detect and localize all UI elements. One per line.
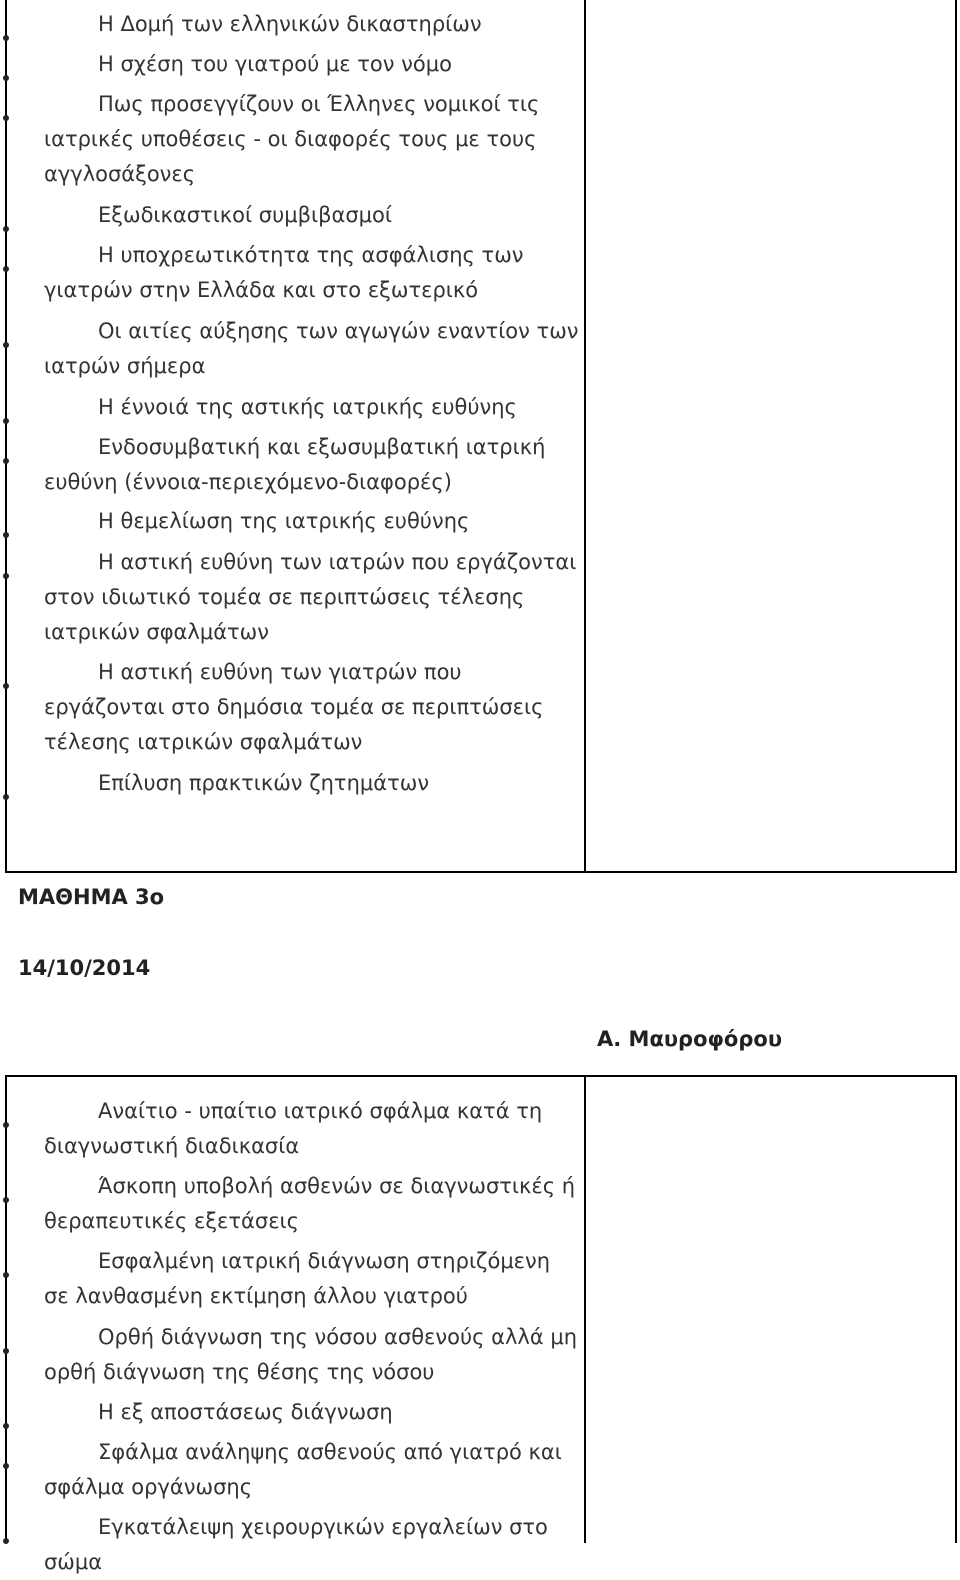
bullet-icon <box>3 1538 9 1544</box>
list-item-text: Η έννοιά της αστικής ιατρικής ευθύνης <box>98 395 517 419</box>
bullet-icon <box>3 266 9 272</box>
list-item <box>0 198 580 233</box>
list-item <box>0 1169 580 1239</box>
list-item <box>0 504 580 539</box>
list-item-text: Η αστική ευθύνη των ιατρών που εργάζονται στον ιδιωτικό τομέα σε περιπτώσεις τέλεσης ιατρικών σφαλμάτων <box>44 550 577 644</box>
bullet-icon <box>3 1122 9 1128</box>
list-item-text: Η αστική ευθύνη των γιατρών που εργάζονται στο δημόσια τομέα σε περιπτώσεις τέλεσης ιατρικών σφαλμάτων <box>44 660 544 754</box>
list-item-text: Ενδοσυμβατική και εξωσυμβατική ιατρική ευθύνη (έννοια-περιεχόμενο-διαφορές) <box>44 435 546 494</box>
list-item <box>0 314 580 384</box>
list-item <box>0 1244 580 1314</box>
list-item-text: Άσκοπη υποβολή ασθενών σε διαγνωστικές ή θεραπευτικές εξετάσεις <box>44 1174 576 1233</box>
list-item <box>0 390 580 425</box>
list-item-text: Αναίτιο - υπαίτιο ιατρικό σφάλμα κατά τη διαγνωστική διαδικασία <box>44 1099 543 1158</box>
list-item <box>0 545 580 650</box>
bullet-icon <box>3 532 9 538</box>
table2-right-border <box>955 1075 957 1543</box>
lecturer-name: Α. Μαυροφόρου <box>597 1027 783 1051</box>
bullet-icon <box>3 683 9 689</box>
lesson-date: 14/10/2014 <box>18 956 151 980</box>
bullet-icon <box>3 1197 9 1203</box>
list-item <box>0 87 580 192</box>
bullet-icon <box>3 35 9 41</box>
list-item-text: Επίλυση πρακτικών ζητημάτων <box>98 771 430 795</box>
list-item <box>0 1094 580 1164</box>
list-item-text: Η Δομή των ελληνικών δικαστηρίων <box>98 12 482 36</box>
list-item-text: Οι αιτίες αύξησης των αγωγών εναντίον των ιατρών σήμερα <box>44 319 579 378</box>
bullet-icon <box>3 75 9 81</box>
table2-column-divider <box>584 1075 586 1543</box>
list-item-text: Η θεμελίωση της ιατρικής ευθύνης <box>98 509 470 533</box>
list-item <box>0 1510 580 1580</box>
list-item <box>0 1320 580 1390</box>
list-item-text: Εγκατάλειψη χειρουργικών εργαλείων στο σώμα <box>44 1515 548 1574</box>
list-item-text: Ορθή διάγνωση της νόσου ασθενούς αλλά μη ορθή διάγνωση της θέσης της νόσου <box>44 1325 578 1384</box>
bullet-icon <box>3 573 9 579</box>
bullet-icon <box>3 794 9 800</box>
bullet-icon <box>3 418 9 424</box>
table-column-divider <box>584 0 586 872</box>
bullet-icon <box>3 1423 9 1429</box>
bullet-icon <box>3 458 9 464</box>
table-row-divider <box>5 871 957 873</box>
list-item <box>0 655 580 760</box>
list-item <box>0 430 580 500</box>
table-right-border <box>955 0 957 872</box>
list-item-text: Η σχέση του γιατρού με τον νόμο <box>98 52 452 76</box>
list-item-text: Η εξ αποστάσεως διάγνωση <box>98 1400 393 1424</box>
list-item <box>0 766 580 801</box>
bullet-icon <box>3 1272 9 1278</box>
table2-top-border <box>5 1075 957 1077</box>
bullet-icon <box>3 342 9 348</box>
lesson-title: ΜΑΘΗΜΑ 3ο <box>18 885 165 909</box>
list-item <box>0 238 580 308</box>
bullet-icon <box>3 115 9 121</box>
list-item-text: Η υποχρεωτικότητα της ασφάλισης των γιατρών στην Ελλάδα και στο εξωτερικό <box>44 243 524 302</box>
bullet-icon <box>3 226 9 232</box>
list-item-text: Εξωδικαστικοί συμβιβασμοί <box>98 203 392 227</box>
list-item <box>0 1395 580 1430</box>
list-item <box>0 1435 580 1505</box>
bullet-icon <box>3 1463 9 1469</box>
list-item-text: Εσφαλμένη ιατρική διάγνωση στηριζόμενη σε λανθασμένη εκτίμηση άλλου γιατρού <box>44 1249 551 1308</box>
list-item <box>0 47 580 82</box>
bullet-icon <box>3 1348 9 1354</box>
list-item <box>0 7 580 42</box>
list-item-text: Σφάλμα ανάληψης ασθενούς από γιατρό και σφάλμα οργάνωσης <box>44 1440 562 1499</box>
list-item-text: Πως προσεγγίζουν οι Έλληνες νομικοί τις ιατρικές υποθέσεις - οι διαφορές τους με τους αγγλοσάξονες <box>44 92 540 186</box>
